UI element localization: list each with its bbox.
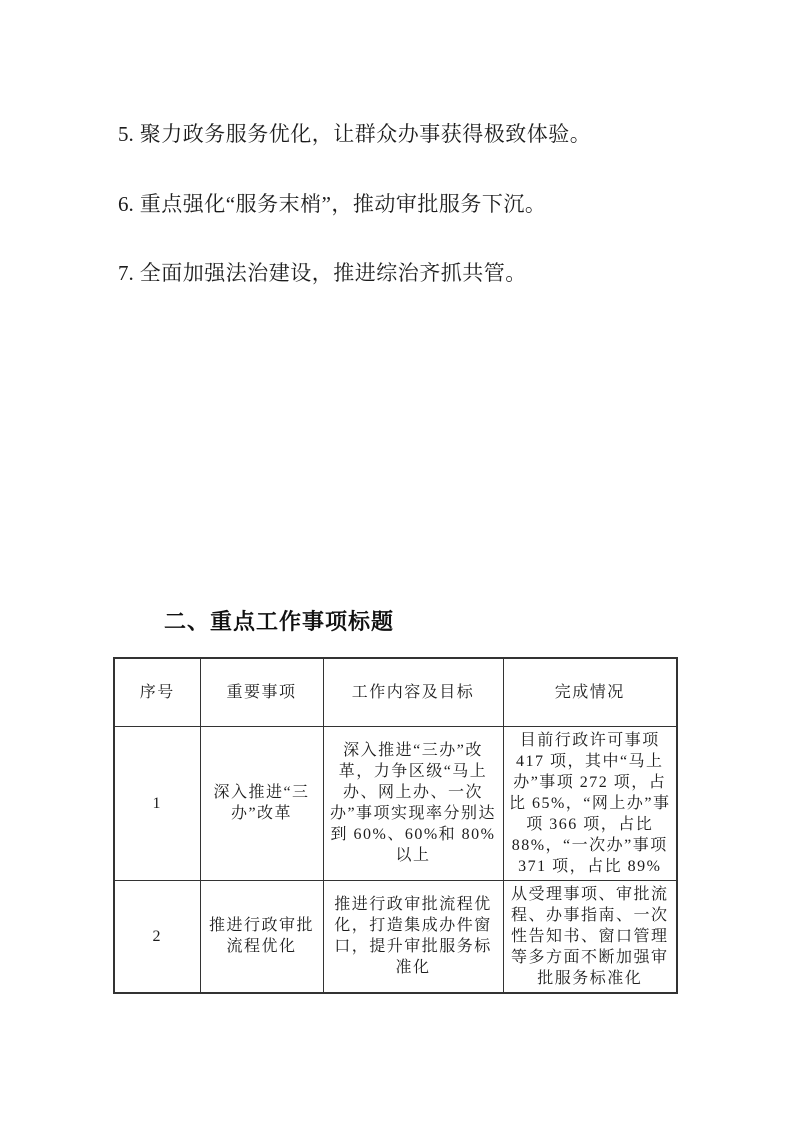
cell-item: 深入推进“三办”改革: [200, 726, 323, 880]
cell-content: 深入推进“三办”改革，力争区级“马上办、网上办、一次办”事项实现率分别达到 60%、60%和 80%以上: [323, 726, 503, 880]
table-row: [114, 726, 677, 880]
paragraph-7: [118, 259, 527, 287]
header-item: 重要事项: [200, 658, 323, 726]
table-row: [114, 880, 677, 993]
paragraph-number: 5.: [118, 122, 134, 146]
header-seq: 序号: [114, 658, 200, 726]
header-status: 完成情况: [503, 658, 677, 726]
paragraph-text: 聚力政务服务优化，让群众办事获得极致体验。: [139, 122, 592, 146]
cell-seq: 1: [114, 726, 200, 880]
paragraph-number: 7.: [118, 261, 134, 285]
table-header-row: [114, 658, 677, 726]
cell-seq: 2: [114, 880, 200, 993]
header-content: 工作内容及目标: [323, 658, 503, 726]
paragraph-5: [118, 120, 591, 148]
cell-status: 目前行政许可事项 417 项，其中“马上办”事项 272 项，占比 65%，“网上办”事项 366 项，占比 88%，“一次办”事项 371 项，占比 89%: [503, 726, 677, 880]
cell-item: 推进行政审批流程优化: [200, 880, 323, 993]
paragraph-number: 6.: [118, 192, 134, 216]
cell-content: 推进行政审批流程优化，打造集成办件窗口，提升审批服务标准化: [323, 880, 503, 993]
paragraph-text: 全面加强法治建设，推进综治齐抓共管。: [139, 261, 527, 285]
paragraph-text: 重点强化“服务末梢”，推动审批服务下沉。: [139, 192, 547, 216]
work-items-table: [113, 657, 678, 994]
cell-status: 从受理事项、审批流程、办事指南、一次性告知书、窗口管理等多方面不断加强审批服务标准化: [503, 880, 677, 993]
paragraph-6: [118, 190, 546, 218]
section-heading: 二、重点工作事项标题: [164, 609, 395, 634]
